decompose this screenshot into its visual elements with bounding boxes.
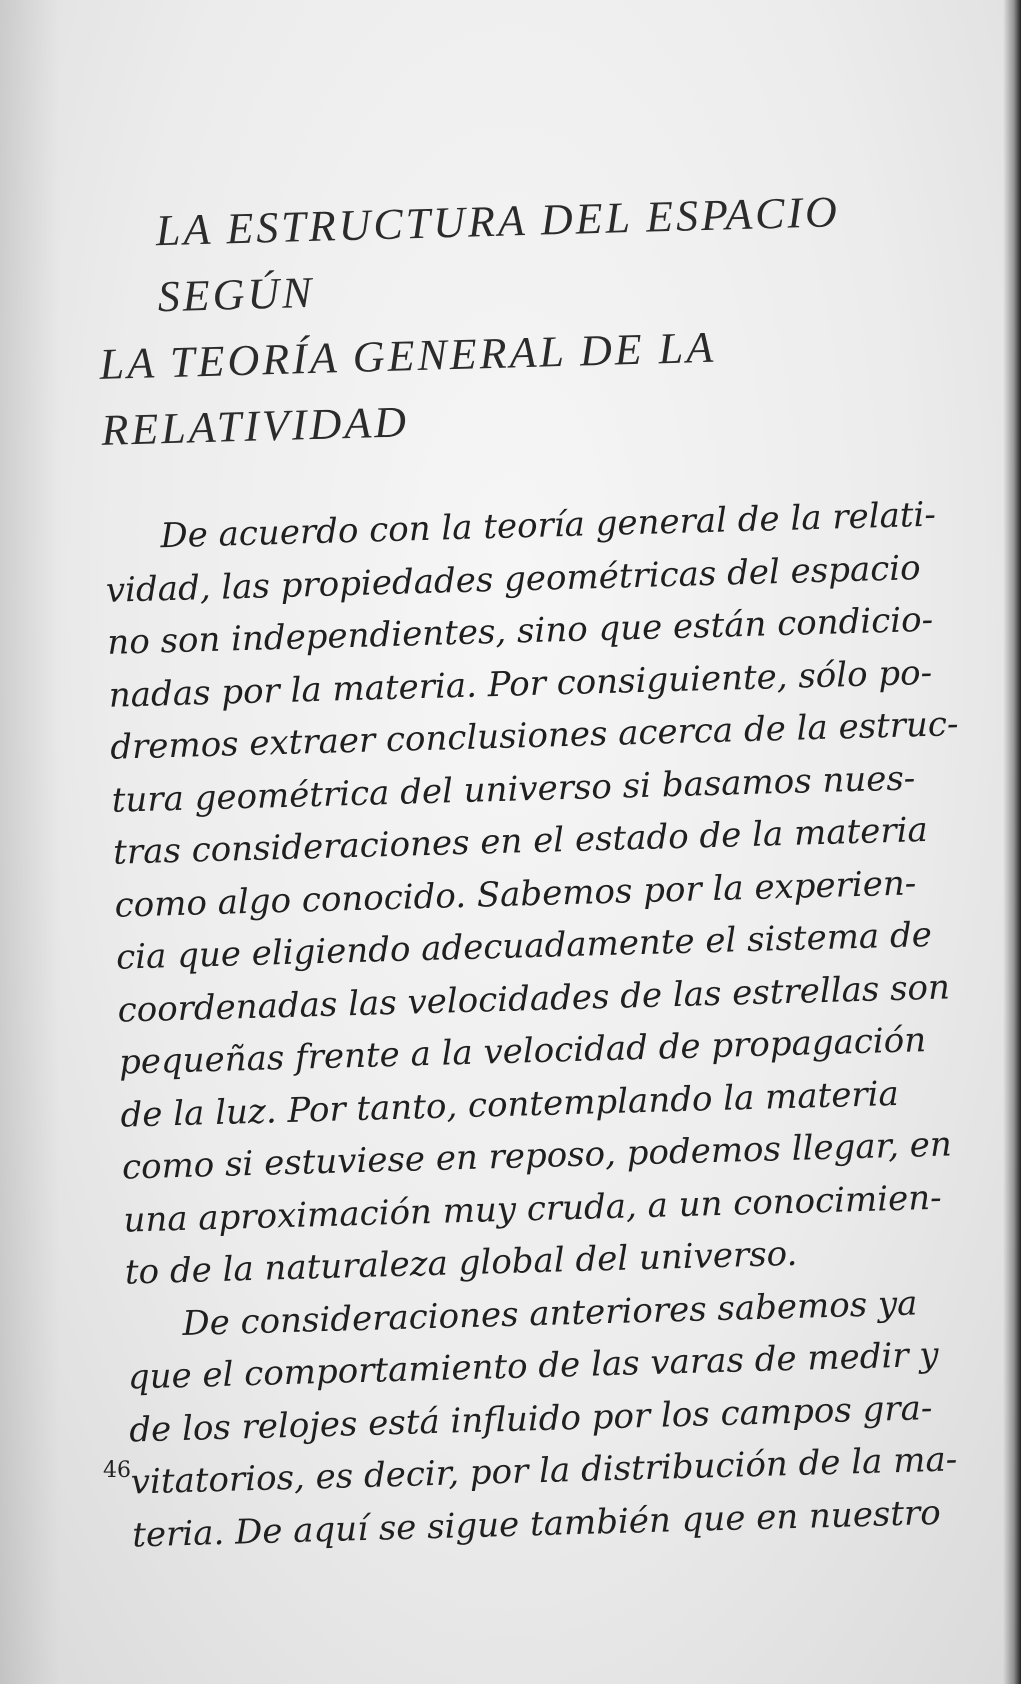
text-line: to de la naturaleza global del universo. — [124, 1233, 798, 1293]
text-line: nadas por la materia. Por consiguiente, sólo po- — [108, 652, 933, 716]
chapter-title-line-1: LA ESTRUCTURA DEL ESPACIO SEGÚN — [155, 187, 841, 322]
text-line: vidad, las propiedades geométricas del espacio — [105, 547, 922, 611]
text-line: de los relojes está influido por los campos gra- — [128, 1387, 933, 1451]
text-line: pequeñas frente a la velocidad de propagación — [118, 1020, 927, 1083]
text-line: tura geométrica del universo si basamos nues- — [111, 757, 916, 821]
text-line: cia que eligiendo adecuadamente el sistema de — [115, 914, 933, 978]
text-line: tras consideraciones en el estado de la materia — [112, 810, 929, 873]
text-line: vitatorios, es decir, por la distribución de la ma- — [130, 1439, 958, 1503]
text-line: como si estuviese en reposo, podemos llegar, en — [121, 1124, 953, 1188]
chapter-title — [95, 176, 957, 464]
chapter-title-line-2: LA TEORÍA GENERAL DE LA RELATIVIDAD — [98, 322, 716, 455]
page-gutter-shadow — [0, 0, 60, 1684]
body-text — [104, 488, 988, 1561]
text-line: que el comportamiento de las varas de medir y — [127, 1334, 940, 1398]
text-line: de la luz. Por tanto, contemplando la materia — [120, 1073, 900, 1136]
text-line: teria. De aquí se sigue también que en nuestro — [131, 1492, 942, 1555]
page-content — [95, 176, 988, 1561]
text-line: coordenadas las velocidades de las estrellas son — [117, 966, 951, 1031]
text-line: dremos extraer conclusiones acerca de la estruc- — [109, 704, 959, 768]
page-edge-shadow — [1003, 0, 1021, 1684]
text-line: De consideraciones anteriores sabemos ya — [181, 1282, 918, 1344]
text-line: como algo conocido. Sabemos por la experien- — [114, 862, 917, 926]
text-line: no son independientes, sino que están condicio- — [106, 599, 934, 663]
page-number: 46 — [103, 1458, 131, 1483]
paragraph-1 — [104, 488, 981, 1299]
paragraph-2 — [126, 1275, 988, 1561]
text-line: una aproximación muy cruda, a un conocimien- — [122, 1177, 943, 1241]
text-line: De acuerdo con la teoría general de la relati- — [159, 494, 937, 557]
